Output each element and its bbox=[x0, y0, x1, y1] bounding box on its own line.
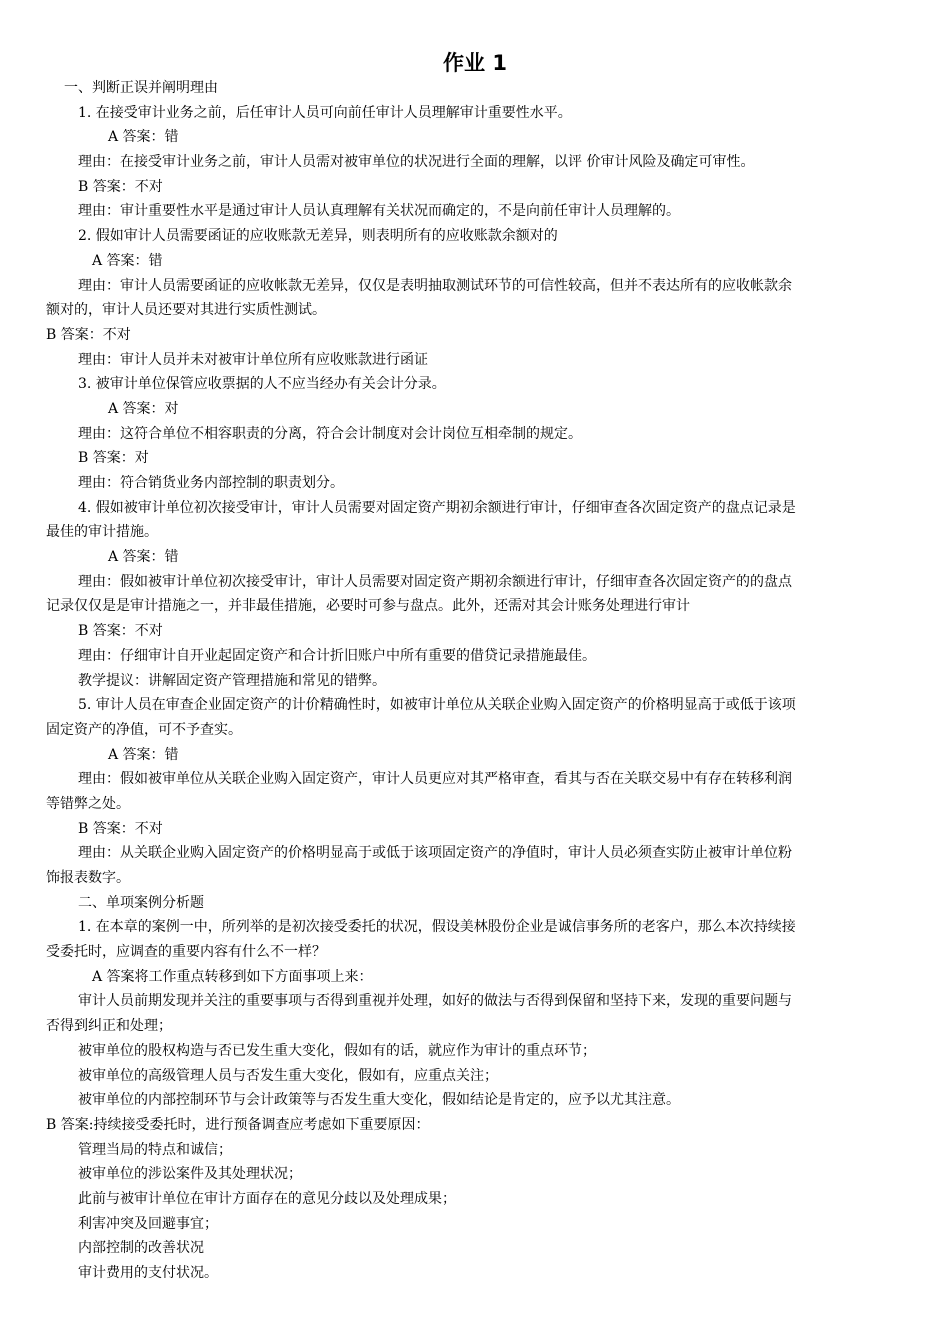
text-line: 4. 假如被审计单位初次接受审计，审计人员需要对固定资产期初余额进行审计，仔细审查各次固定资产的盘点记录是 bbox=[78, 499, 796, 516]
text-line: 一、判断正误并阐明理由 bbox=[64, 80, 218, 96]
text-line: 固定资产的净值，可不予查实。 bbox=[46, 721, 242, 738]
text-line: B 答案：不对 bbox=[78, 623, 163, 640]
text-line: 额对的，审计人员还要对其进行实质性测试。 bbox=[46, 302, 326, 319]
text-line: 理由：审计人员并未对被审计单位所有应收账款进行函证 bbox=[78, 351, 428, 368]
text-line: 管理当局的特点和诚信； bbox=[78, 1141, 232, 1158]
text-line: 受委托时，应调查的重要内容有什么不一样？ bbox=[46, 944, 326, 961]
text-line: 1. 在本章的案例一中，所列举的是初次接受委托的状况，假设美林股份企业是诚信事务所的老客户，那么本次持续接 bbox=[78, 919, 796, 936]
text-line: B 答案：不对 bbox=[46, 326, 131, 343]
text-line: B 答案：不对 bbox=[78, 178, 163, 195]
text-line: 等错弊之处。 bbox=[46, 795, 130, 812]
text-line: 3. 被审计单位保管应收票据的人不应当经办有关会计分录。 bbox=[78, 376, 446, 393]
text-line: 否得到纠正和处理； bbox=[46, 1018, 172, 1035]
text-line: 教学提议：讲解固定资产管理措施和常见的错弊。 bbox=[78, 672, 386, 689]
text-line: 理由：这符合单位不相容职责的分离，符合会计制度对会计岗位互相牵制的规定。 bbox=[78, 425, 582, 442]
text-line: 理由：假如被审单位从关联企业购入固定资产，审计人员更应对其严格审查，看其与否在关联交易中有存在转移利润 bbox=[78, 771, 792, 788]
text-line: 理由：仔细审计自开业起固定资产和合计折旧账户中所有重要的借贷记录措施最佳。 bbox=[78, 647, 596, 664]
text-line: 饰报表数字。 bbox=[46, 870, 130, 886]
text-line: 内部控制的改善状况 bbox=[78, 1240, 204, 1257]
text-line: 审计人员前期发现并关注的重要事项与否得到重视并处理，如好的做法与否得到保留和坚持下来，发现的重要问题与 bbox=[78, 993, 792, 1010]
text-line: 被审单位的涉讼案件及其处理状况； bbox=[78, 1166, 302, 1183]
text-line: 理由：符合销货业务内部控制的职责划分。 bbox=[78, 475, 344, 491]
text-line: 理由：在接受审计业务之前，审计人员需对被审单位的状况进行全面的理解，以评 价审计风险及确定可审性。 bbox=[78, 154, 755, 171]
text-line: 此前与被审计单位在审计方面存在的意见分歧以及处理成果； bbox=[78, 1190, 456, 1207]
text-line: 审计费用的支付状况。 bbox=[78, 1265, 218, 1281]
text-line: 利害冲突及回避事宜； bbox=[78, 1215, 218, 1232]
text-line: 最佳的审计措施。 bbox=[46, 524, 158, 541]
text-line: B 答案:持续接受委托时，进行预备调查应考虑如下重要原因： bbox=[46, 1116, 430, 1133]
text-line: 5. 审计人员在审查企业固定资产的计价精确性时，如被审计单位从关联企业购入固定资产的价格明显高于或低于该项 bbox=[78, 697, 796, 714]
text-line: 被审单位的股权构造与否已发生重大变化，假如有的话，就应作为审计的重点环节； bbox=[78, 1042, 596, 1059]
text-line: 1. 在接受审计业务之前，后任审计人员可向前任审计人员理解审计重要性水平。 bbox=[78, 104, 572, 121]
page-title: 作业 1 bbox=[443, 51, 507, 75]
text-line: 理由：审计人员需要函证的应收帐款无差异，仅仅是表明抽取测试环节的可信性较高，但并不表达所有的应收帐款余 bbox=[78, 277, 792, 294]
text-line: A 答案：错 bbox=[108, 549, 179, 566]
text-line: 理由：从关联企业购入固定资产的价格明显高于或低于该项固定资产的净值时，审计人员必须查实防止被审计单位粉 bbox=[78, 845, 792, 862]
text-line: 理由：假如被审计单位初次接受审计，审计人员需要对固定资产期初余额进行审计，仔细审查各次固定资产的的盘点 bbox=[78, 573, 792, 590]
text-line: A 答案：错 bbox=[108, 746, 179, 763]
text-line: A 答案：错 bbox=[92, 252, 163, 269]
text-line: A 答案：对 bbox=[108, 400, 179, 417]
document-body bbox=[46, 76, 906, 1286]
text-line: 二、单项案例分析题 bbox=[78, 894, 204, 911]
text-line: 2. 假如审计人员需要函证的应收账款无差异，则表明所有的应收账款余额对的 bbox=[78, 228, 558, 245]
text-line: B 答案：不对 bbox=[78, 820, 163, 837]
text-line: 记录仅仅是是审计措施之一，并非最佳措施，必要时可参与盘点。此外，还需对其会计账务处理进行审计 bbox=[46, 598, 690, 615]
text-line: 理由：审计重要性水平是通过审计人员认真理解有关状况而确定的，不是向前任审计人员理解的。 bbox=[78, 203, 680, 220]
text-line: B 答案：对 bbox=[78, 450, 149, 467]
text-line: 被审单位的高级管理人员与否发生重大变化，假如有，应重点关注； bbox=[78, 1067, 498, 1084]
text-line: A 答案：错 bbox=[108, 129, 179, 146]
text-line: A 答案将工作重点转移到如下方面事项上来： bbox=[92, 968, 373, 985]
text-line: 被审单位的内部控制环节与会计政策等与否发生重大变化，假如结论是肯定的，应予以尤其注意。 bbox=[78, 1092, 680, 1109]
